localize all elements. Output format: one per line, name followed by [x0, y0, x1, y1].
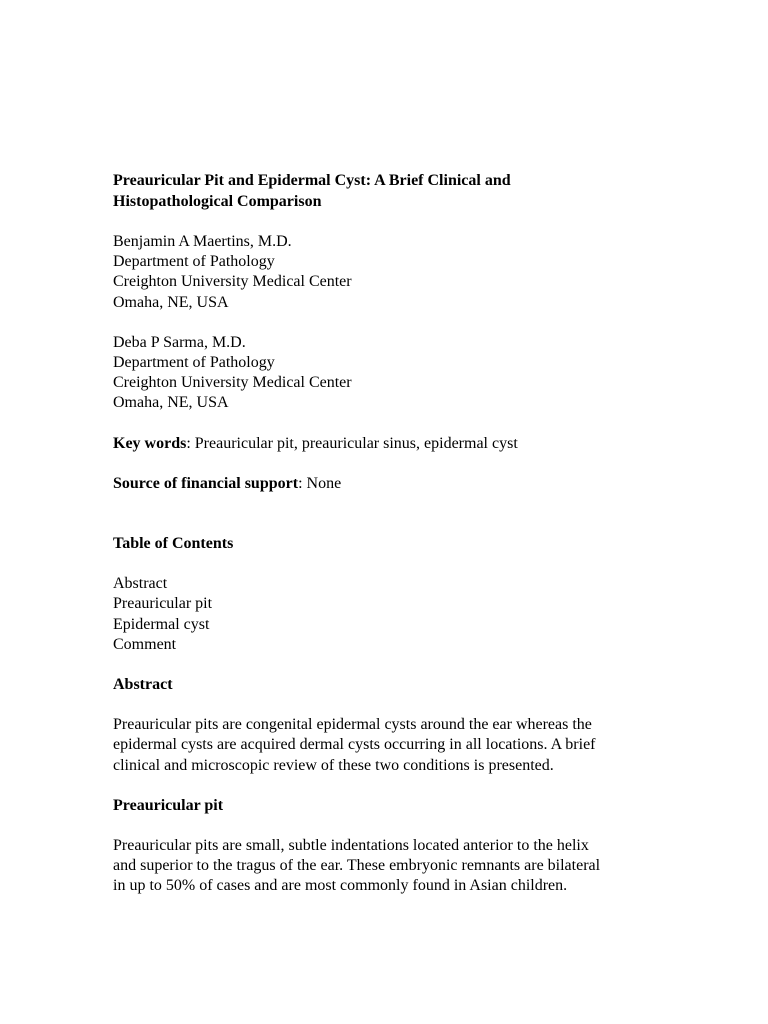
abstract-heading: Abstract	[113, 676, 173, 694]
author-department: Department of Pathology	[113, 253, 275, 271]
keywords-value: : Preauricular pit, preauricular sinus, epidermal cyst	[186, 434, 518, 452]
toc-heading: Table of Contents	[113, 535, 234, 553]
keywords-label: Key words	[113, 434, 187, 452]
toc-list	[113, 574, 673, 655]
author-location: Omaha, NE, USA	[113, 293, 229, 311]
author-location: Omaha, NE, USA	[113, 394, 229, 412]
toc-item-epidermal-cyst: Epidermal cyst	[113, 615, 210, 633]
author-name: Deba P Sarma, M.D.	[113, 333, 246, 351]
abstract-line: epidermal cysts are acquired dermal cysts occurring in all locations. A brief	[113, 736, 596, 754]
author-institution: Creighton University Medical Center	[113, 374, 352, 392]
preauricular-pit-line: in up to 50% of cases and are most commonly found in Asian children.	[113, 877, 568, 895]
toc-item-preauricular-pit: Preauricular pit	[113, 595, 213, 613]
abstract-line: Preauricular pits are congenital epidermal cysts around the ear whereas the	[113, 716, 592, 734]
document-page	[113, 170, 673, 897]
document-title	[113, 170, 673, 212]
funding-line	[113, 474, 673, 494]
funding-label: Source of financial support	[113, 474, 299, 492]
author-block-2	[113, 333, 673, 414]
preauricular-pit-paragraph	[113, 836, 673, 897]
author-department: Department of Pathology	[113, 354, 275, 372]
author-institution: Creighton University Medical Center	[113, 273, 352, 291]
preauricular-pit-heading: Preauricular pit	[113, 796, 224, 814]
title-line-2: Histopathological Comparison	[113, 193, 322, 210]
author-block-1	[113, 232, 673, 313]
toc-item-abstract: Abstract	[113, 575, 168, 593]
abstract-line: clinical and microscopic review of these two conditions is presented.	[113, 756, 554, 774]
preauricular-pit-line: Preauricular pits are small, subtle indentations located anterior to the helix	[113, 837, 589, 855]
keywords-line	[113, 434, 673, 454]
title-line-1: Preauricular Pit and Epidermal Cyst: A Brief Clinical and	[113, 172, 511, 189]
abstract-paragraph	[113, 715, 673, 776]
author-name: Benjamin A Maertins, M.D.	[113, 233, 292, 250]
funding-value: : None	[298, 474, 342, 492]
toc-item-comment: Comment	[113, 635, 177, 653]
preauricular-pit-line: and superior to the tragus of the ear. These embryonic remnants are bilateral	[113, 857, 601, 875]
